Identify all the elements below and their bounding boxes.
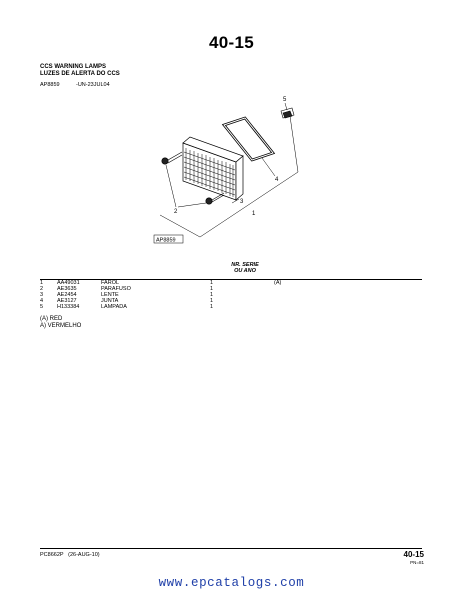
row-quantity: 1: [210, 298, 214, 304]
row-description: FAROL: [101, 280, 120, 286]
serial-header-line2: OU ANO: [234, 268, 256, 274]
parts-table: [40, 280, 281, 310]
row-index: 3: [40, 292, 44, 298]
footer-rule: [40, 548, 422, 549]
section-title-en: CCS WARNING LAMPS: [40, 64, 106, 70]
page-title: 40-15: [209, 33, 254, 52]
row-quantity: 1: [210, 280, 214, 286]
section-title-pt: LUZES DE ALERTA DO CCS: [40, 71, 120, 77]
row-description: JUNTA: [101, 298, 119, 304]
table-row: [40, 304, 281, 310]
note-portuguese: A) VERMELHO: [40, 323, 82, 329]
section-ref-code: AP8859: [40, 82, 60, 88]
exploded-view-illustration: [150, 90, 310, 245]
callout-4: 4: [275, 177, 279, 183]
row-part-number: AA49031: [57, 280, 80, 286]
callout-1: 1: [252, 211, 256, 217]
section-ref-date: -UN-23JUL04: [76, 82, 110, 88]
row-index: 5: [40, 304, 44, 310]
row-part-number: AE3635: [57, 286, 77, 292]
footer-page-number: 40-15: [403, 550, 424, 559]
footer-catalog: [40, 552, 100, 558]
row-part-number: AE2454: [57, 292, 77, 298]
callout-5: 5: [283, 97, 287, 103]
note-english: (A) RED: [40, 316, 63, 322]
watermark: www.epcatalogs.com: [158, 576, 305, 590]
lamp-housing: [183, 137, 243, 200]
row-index: 1: [40, 280, 44, 286]
footer-date: (26-AUG-10): [68, 552, 100, 558]
callout-3: 3: [240, 199, 244, 205]
row-quantity: 1: [210, 304, 214, 310]
row-part-number: H133384: [57, 304, 80, 310]
row-index: 2: [40, 286, 44, 292]
row-note: (A): [274, 280, 282, 286]
footer-code: PN=81: [410, 560, 424, 565]
row-description: LENTE: [101, 292, 119, 298]
callout-2: 2: [174, 209, 178, 215]
row-index: 4: [40, 298, 44, 304]
row-note: [274, 304, 281, 310]
illustration-label: AP8859: [156, 237, 176, 244]
row-part-number: AE3127: [57, 298, 77, 304]
bulb-part: [281, 108, 294, 118]
row-quantity: 1: [210, 292, 214, 298]
footer-catalog-number: PC8662P: [40, 552, 64, 558]
row-description: LAMPADA: [101, 304, 127, 310]
serial-header-line1: NR. SERIE: [231, 262, 259, 268]
row-description: PARAFUSO: [101, 286, 131, 292]
row-quantity: 1: [210, 286, 214, 292]
